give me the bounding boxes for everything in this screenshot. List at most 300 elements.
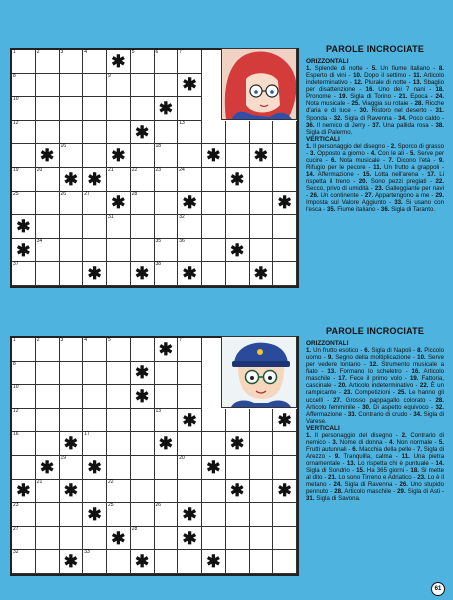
cell-number: 34 [36,237,43,244]
crossword-cell[interactable] [131,121,155,145]
crossword-cell[interactable] [250,527,274,551]
clue-number: 2. [390,142,396,150]
crossword-cell[interactable] [60,503,84,527]
crossword-cell[interactable] [155,97,179,121]
crossword-cell[interactable] [155,503,179,527]
clue-number: 4. [389,438,395,446]
clue-number: 12. [369,361,378,369]
crossword-cell[interactable] [36,121,60,145]
crossword-cell[interactable] [202,409,226,433]
crossword-cell[interactable] [131,527,155,551]
crossword-cell[interactable] [107,527,131,551]
clue-number: 8. [438,65,444,73]
crossword-cell[interactable] [226,550,250,574]
clue-number: 16. [411,368,421,376]
crossword-cell[interactable] [178,74,202,98]
crossword-cell[interactable] [178,192,202,216]
crossword-cell[interactable] [131,432,155,456]
crossword-cell[interactable] [250,550,274,574]
crossword-cell[interactable] [60,362,84,386]
crossword-cell[interactable] [155,456,179,480]
crossword-cell[interactable] [36,168,60,192]
crossword-cell[interactable] [155,192,179,216]
crossword-cell[interactable] [202,503,226,527]
clue-number: 32. [435,403,444,411]
crossword-cell[interactable] [83,385,107,409]
crossword-cell[interactable] [107,192,131,216]
crossword-cell[interactable] [60,338,84,362]
cell-number: 23 [13,502,19,509]
crossword-cell[interactable] [273,121,297,145]
crossword-cell[interactable] [107,215,131,239]
crossword-cell[interactable] [36,239,60,263]
crossword-cell[interactable] [36,503,60,527]
black-square-star-icon: ✱ [16,240,31,260]
crossword-cell[interactable] [12,527,36,551]
crossword-cell[interactable] [178,456,202,480]
crossword-cell[interactable] [250,432,274,456]
clue-number: 29. [435,192,444,200]
crossword-cell[interactable] [155,550,179,574]
crossword-cell[interactable] [83,409,107,433]
crossword-cell[interactable] [155,385,179,409]
crossword-cell[interactable] [107,550,131,574]
crossword-cell[interactable] [12,262,36,286]
red-haired-girl-icon [222,49,297,120]
crossword-cell[interactable] [36,144,60,168]
clue-text: Fiume italiano - [335,206,381,214]
crossword-cell[interactable] [12,121,36,145]
crossword-cell[interactable] [155,338,179,362]
clue-number: 26. [310,192,319,200]
clue-text: Sigla di Asti - [405,488,444,496]
crossword-cell[interactable] [178,239,202,263]
black-square-star-icon: ✱ [111,528,126,548]
clue-text: Appartengono a me - [373,192,436,200]
page-number: 61 [431,582,445,596]
cell-number: 22 [131,167,138,173]
crossword-cell[interactable] [107,262,131,286]
clue-text: Pronome - [306,93,339,101]
crossword-cell[interactable] [226,456,250,480]
crossword-cell[interactable] [178,409,202,433]
crossword-cell[interactable] [178,144,202,168]
clue-number: 28. [334,488,343,496]
crossword-cell[interactable] [178,385,202,409]
crossword-cell[interactable] [226,239,250,263]
crossword-cell[interactable] [83,338,107,362]
crossword-cell[interactable] [131,50,155,74]
clue-number: 38. [435,121,444,129]
crossword-cell[interactable] [12,409,36,433]
crossword-cell[interactable] [36,262,60,286]
crossword-cell[interactable] [202,121,226,145]
crossword-cell[interactable] [83,456,107,480]
crossword-cell[interactable] [250,215,274,239]
crossword-cell[interactable] [131,456,155,480]
crossword-cell[interactable] [12,550,36,574]
crossword-cell[interactable] [155,168,179,192]
clue-number: 31. [435,107,444,115]
crossword-cell[interactable] [107,239,131,263]
crossword-cell[interactable] [60,144,84,168]
crossword-cell[interactable] [36,215,60,239]
clue-text: Rifugio per le pecore - [306,164,374,172]
crossword-cell[interactable] [60,480,84,504]
crossword-cell[interactable] [131,262,155,286]
crossword-cell[interactable] [83,527,107,551]
crossword-cell[interactable] [83,550,107,574]
crossword-cell[interactable] [107,385,131,409]
cell-number: 2 [36,337,40,343]
crossword-cell[interactable] [178,550,202,574]
crossword-cell[interactable] [178,262,202,286]
black-square-star-icon: ✱ [111,146,126,166]
clue-text: Ricche d'aria e di luce - [306,100,444,115]
crossword-cell[interactable] [131,338,155,362]
black-square-star-icon: ✱ [182,528,197,548]
crossword-cell[interactable] [60,97,84,121]
black-square-star-icon: ✱ [158,434,173,454]
crossword-cell[interactable] [155,74,179,98]
crossword-cell[interactable] [178,432,202,456]
cell-number: 6 [155,49,159,55]
cell-number: 31 [108,214,114,221]
black-square-star-icon: ✱ [182,410,197,430]
crossword-cell[interactable] [273,168,297,192]
crossword-cell[interactable] [60,409,84,433]
black-square-star-icon: ✱ [63,434,78,454]
crossword-cell[interactable] [83,74,107,98]
clue-number: 10. [353,72,362,80]
clue-text: Articolo indeterminativo - [306,72,444,87]
crossword-cell[interactable] [178,338,202,362]
crossword-cell[interactable] [250,503,274,527]
crossword-cell[interactable] [36,192,60,216]
crossword-cell[interactable] [178,215,202,239]
crossword-cell[interactable] [12,168,36,192]
cell-number: 22 [108,478,114,485]
clue-number: 21. [398,93,408,101]
crossword-cell[interactable] [131,480,155,504]
crossword-cell[interactable] [178,50,202,74]
cell-number: 3 [60,337,64,343]
crossword-cell[interactable] [36,385,60,409]
crossword-cell[interactable] [250,144,274,168]
crossword-cell[interactable] [226,262,250,286]
clue-text: Serve per vedere lontano - [306,354,444,369]
black-square-star-icon: ✱ [111,51,126,71]
crossword-cell[interactable] [202,456,226,480]
crossword-cell[interactable] [12,432,36,456]
crossword-cell[interactable] [107,97,131,121]
crossword-cell[interactable] [60,50,84,74]
crossword-cell[interactable] [131,168,155,192]
crossword-cell[interactable] [83,97,107,121]
crossword-cell[interactable] [12,215,36,239]
crossword-cell[interactable] [36,50,60,74]
crossword-cell[interactable] [12,192,36,216]
crossword-cell[interactable] [36,362,60,386]
crossword-cell[interactable] [273,527,297,551]
clue-number: 13. [412,79,422,87]
crossword-cell[interactable] [202,480,226,504]
crossword-cell[interactable] [202,215,226,239]
crossword-cell[interactable] [107,50,131,74]
black-square-star-icon: ✱ [182,193,197,213]
crossword-cell[interactable] [131,192,155,216]
crossword-cell[interactable] [36,338,60,362]
crossword-cell[interactable] [273,144,297,168]
clue-number: 14. [306,171,315,179]
black-square-star-icon: ✱ [135,363,150,383]
crossword-cell[interactable] [226,144,250,168]
crossword-cell[interactable] [273,262,297,286]
crossword-cell[interactable] [12,74,36,98]
crossword-cell[interactable] [131,144,155,168]
crossword-cell[interactable] [107,121,131,145]
crossword-cell[interactable] [273,239,297,263]
crossword-cell[interactable] [226,503,250,527]
crossword-cell[interactable] [178,97,202,121]
crossword-cell[interactable] [202,192,226,216]
crossword-cell[interactable] [107,168,131,192]
clue-text: Formano lo scheletro - [335,368,412,376]
crossword-cell[interactable] [202,527,226,551]
crossword-cell[interactable] [250,121,274,145]
cell-number: 8 [13,72,16,79]
crossword-cell[interactable] [60,74,84,98]
crossword-cell[interactable] [155,409,179,433]
crossword-cell[interactable] [131,385,155,409]
cell-number: 7 [179,337,183,343]
clue-number: 36. [306,121,315,129]
crossword-cell[interactable] [83,239,107,263]
crossword-cell[interactable] [83,144,107,168]
crossword-cell[interactable] [36,97,60,121]
crossword-cell[interactable] [36,480,60,504]
crossword-cell[interactable] [107,480,131,504]
crossword-cell[interactable] [202,432,226,456]
crossword-cell[interactable] [60,456,84,480]
crossword-cell[interactable] [226,480,250,504]
crossword-cell[interactable] [155,239,179,263]
clue-number: 26. [399,481,408,489]
crossword-cell[interactable] [60,168,84,192]
crossword-cell[interactable] [107,456,131,480]
crossword-cell[interactable] [250,168,274,192]
crossword-cell[interactable] [107,432,131,456]
crossword-cell[interactable] [226,527,250,551]
clue-text: Il nemico di Jerry - [314,121,373,129]
crossword-cell[interactable] [60,239,84,263]
clue-text: Uno dei 7 nani - [374,86,436,94]
crossword-cell[interactable] [202,262,226,286]
clue-number: 20. [358,178,368,186]
crossword-cell[interactable] [273,215,297,239]
cell-number: 13 [155,407,162,414]
crossword-cell[interactable] [250,456,274,480]
crossword-cell[interactable] [155,144,179,168]
crossword-cell[interactable] [226,121,250,145]
crossword-cell[interactable] [107,362,131,386]
crossword-cell[interactable] [131,409,155,433]
crossword-cell[interactable] [178,121,202,145]
crossword-cell[interactable] [226,409,250,433]
crossword-cell[interactable] [250,262,274,286]
clue-text: Affermazione - [306,410,348,418]
crossword-cell[interactable] [83,362,107,386]
crossword-cell[interactable] [226,168,250,192]
crossword-cell[interactable] [83,215,107,239]
crossword-cell[interactable] [107,74,131,98]
crossword-cell[interactable] [60,192,84,216]
clue-text: Nota musicale - [306,100,352,108]
crossword-cell[interactable] [155,215,179,239]
crossword-cell[interactable] [226,432,250,456]
crossword-cell[interactable] [202,168,226,192]
crossword-cell[interactable] [250,239,274,263]
crossword-cell[interactable] [131,362,155,386]
crossword-cell[interactable] [131,550,155,574]
crossword-cell[interactable] [273,409,297,433]
crossword-cell[interactable] [178,503,202,527]
clue-text: Imposta sul Valore Aggiunto - [306,199,395,207]
crossword-cell[interactable] [83,50,107,74]
crossword-cell[interactable] [273,480,297,504]
crossword-cell[interactable] [60,262,84,286]
clue-number: 1. [306,142,312,150]
clue-text: Si usano con l'esca - [306,199,444,214]
puzzle2-title: PAROLE INCROCIATE [325,326,425,336]
crossword-cell[interactable] [250,192,274,216]
clue-number: 23. [343,389,353,397]
crossword-cell[interactable] [107,338,131,362]
crossword-cell[interactable] [107,503,131,527]
clue-text: Segno della moltiplicazione - [332,354,418,362]
crossword-cell[interactable] [83,503,107,527]
crossword-cell[interactable] [12,456,36,480]
crossword-cell[interactable] [155,50,179,74]
cell-number: 8 [13,360,16,367]
crossword-cell[interactable] [36,527,60,551]
crossword-cell[interactable] [273,503,297,527]
crossword-cell[interactable] [178,527,202,551]
crossword-cell[interactable] [60,550,84,574]
crossword-cell[interactable] [178,480,202,504]
crossword-cell[interactable] [83,480,107,504]
crossword-cell[interactable] [83,192,107,216]
crossword-cell[interactable] [178,168,202,192]
crossword-cell[interactable] [131,97,155,121]
crossword-cell[interactable] [155,262,179,286]
crossword-cell[interactable] [155,362,179,386]
crossword-cell[interactable] [60,385,84,409]
crossword-cell[interactable] [60,527,84,551]
crossword-cell[interactable] [12,144,36,168]
crossword-cell[interactable] [202,239,226,263]
crossword-cell[interactable] [273,192,297,216]
clue-number: 9. [334,453,340,461]
crossword-cell[interactable] [131,215,155,239]
crossword-cell[interactable] [273,550,297,574]
clue-number: 6. [352,446,358,454]
puzzle2-character-illustration [221,336,297,408]
clue-number: 7. [416,446,423,454]
crossword-cell[interactable] [202,144,226,168]
crossword-cell[interactable] [60,215,84,239]
clue-number: 15. [362,171,372,179]
clue-number: 25. [397,389,407,397]
black-square-star-icon: ✱ [135,264,150,284]
crossword-cell[interactable] [226,192,250,216]
clue-number: 35. [326,206,336,214]
clue-number: 23. [374,185,384,193]
crossword-cell[interactable] [107,144,131,168]
crossword-cell[interactable] [131,503,155,527]
crossword-cell[interactable] [83,121,107,145]
crossword-cell[interactable] [12,362,36,386]
black-square-star-icon: ✱ [182,264,197,284]
clue-number: 6. [364,347,370,355]
crossword-cell[interactable] [12,385,36,409]
crossword-cell[interactable] [273,432,297,456]
crossword-cell[interactable] [155,527,179,551]
crossword-cell[interactable] [60,432,84,456]
crossword-cell[interactable] [155,432,179,456]
crossword-cell[interactable] [83,262,107,286]
crossword-cell[interactable] [36,409,60,433]
crossword-cell[interactable] [36,456,60,480]
clue-text: È un rampicante - [306,382,445,397]
crossword-cell[interactable] [12,97,36,121]
crossword-cell[interactable] [155,121,179,145]
crossword-cell[interactable] [60,121,84,145]
crossword-cell[interactable] [155,480,179,504]
cell-number: 32 [13,549,19,556]
clue-text: Contrario di nemico - [306,431,444,446]
crossword-cell[interactable] [178,362,202,386]
crossword-cell[interactable] [250,480,274,504]
crossword-cell[interactable] [202,550,226,574]
cell-number: 4 [84,49,88,55]
crossword-cell[interactable] [12,239,36,263]
crossword-cell[interactable] [83,432,107,456]
crossword-cell[interactable] [12,480,36,504]
crossword-cell[interactable] [36,432,60,456]
crossword-cell[interactable] [250,409,274,433]
clue-text: Uno stupido pennuto - [306,481,444,496]
crossword-cell[interactable] [131,74,155,98]
clue-text: Sigla di Taranto. [389,206,436,214]
crossword-cell[interactable] [36,74,60,98]
puzzle1-title: PAROLE INCROCIATE [325,44,425,54]
crossword-cell[interactable] [83,168,107,192]
crossword-cell[interactable] [107,409,131,433]
clue-text: Una pietra ornamentale - [306,453,444,468]
crossword-cell[interactable] [12,503,36,527]
clue-number: 33. [394,199,403,207]
black-square-star-icon: ✱ [253,146,268,166]
crossword-cell[interactable] [131,239,155,263]
crossword-cell[interactable] [273,456,297,480]
crossword-cell[interactable] [36,550,60,574]
crossword-cell[interactable] [12,338,36,362]
clue-number: 28. [414,100,424,108]
black-square-star-icon: ✱ [135,122,150,142]
crossword-cell[interactable] [12,50,36,74]
crossword-cell[interactable] [226,215,250,239]
